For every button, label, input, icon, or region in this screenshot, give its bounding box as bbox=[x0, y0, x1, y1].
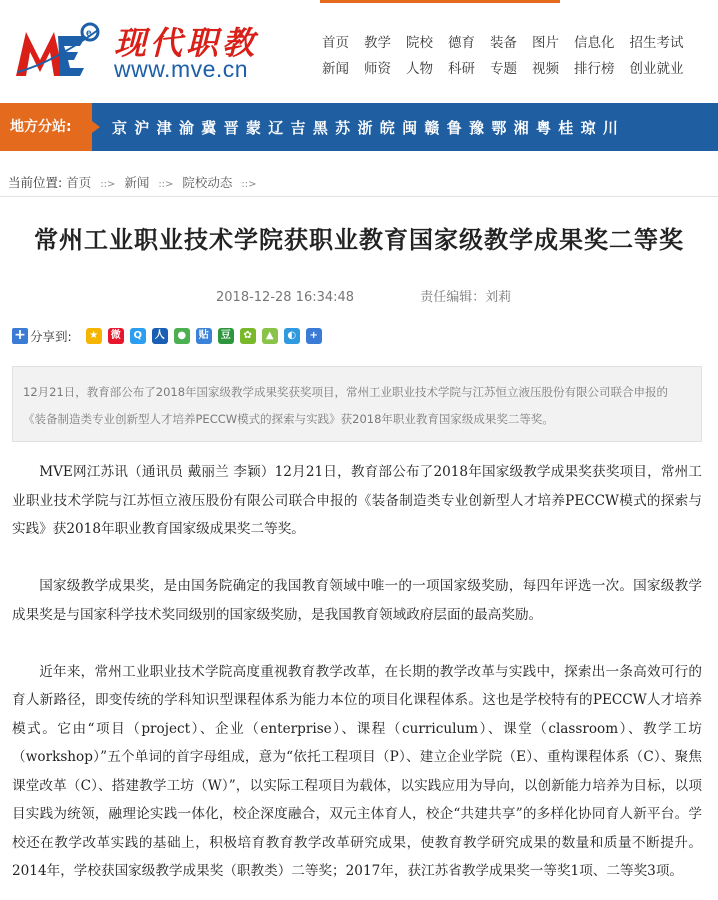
renren-icon[interactable]: 人 bbox=[152, 328, 168, 344]
region-province-link[interactable]: 晋 bbox=[223, 118, 239, 137]
article-paragraph: 国家级教学成果奖，是由国务院确定的我国教育领域中唯一的一项国家级奖励，每四年评选一次。国家级教学成果奖是与国家科学技术奖同级别的国家级奖励，是我国教育领域政府层面的最高奖励。 bbox=[12, 578, 702, 623]
top-accent-line bbox=[320, 0, 560, 3]
region-province-link[interactable]: 沪 bbox=[134, 118, 150, 137]
region-province-link[interactable]: 苏 bbox=[335, 118, 351, 137]
region-province-link[interactable]: 辽 bbox=[268, 118, 284, 137]
region-province-link[interactable]: 桂 bbox=[558, 118, 574, 137]
logo-chinese-text: 现代职教 bbox=[114, 24, 259, 62]
nav-item-home[interactable]: 首页 bbox=[322, 35, 349, 51]
article-title: 常州工业职业技术学院获职业教育国家级教学成果奖二等奖 bbox=[34, 225, 684, 254]
region-province-link[interactable]: 琼 bbox=[580, 118, 596, 137]
article-body bbox=[12, 458, 702, 900]
region-province-link[interactable]: 湘 bbox=[513, 118, 529, 137]
nav-row-2 bbox=[322, 56, 712, 82]
kaixin-icon[interactable]: ✿ bbox=[240, 328, 256, 344]
article-editor: 责任编辑：刘莉 bbox=[420, 290, 512, 305]
nav-item-rankings[interactable]: 排行榜 bbox=[574, 61, 615, 77]
region-province-link[interactable]: 津 bbox=[156, 118, 172, 137]
region-province-link[interactable]: 冀 bbox=[201, 118, 217, 137]
share-plus-icon[interactable]: + bbox=[12, 328, 28, 344]
site-logo[interactable] bbox=[14, 18, 304, 84]
breadcrumb-separator-icon: ::> bbox=[241, 179, 257, 190]
more-icon[interactable]: + bbox=[306, 328, 322, 344]
nav-item-informatization[interactable]: 信息化 bbox=[574, 35, 615, 51]
region-province-link[interactable]: 赣 bbox=[424, 118, 440, 137]
nav-row-1 bbox=[322, 30, 712, 56]
nav-item-equipment[interactable]: 装备 bbox=[490, 35, 517, 51]
share-icons bbox=[86, 328, 328, 344]
youdao-icon[interactable]: ◐ bbox=[284, 328, 300, 344]
region-province-link[interactable]: 豫 bbox=[469, 118, 485, 137]
region-province-link[interactable]: 京 bbox=[112, 118, 128, 137]
breadcrumb bbox=[8, 173, 262, 191]
wechat-icon[interactable]: ● bbox=[174, 328, 190, 344]
nav-item-images[interactable]: 图片 bbox=[532, 35, 559, 51]
region-province-link[interactable]: 吉 bbox=[290, 118, 306, 137]
breadcrumb-home[interactable]: 首页 bbox=[66, 175, 92, 190]
article-summary: 12月21日，教育部公布了2018年国家级教学成果奖获奖项目，常州工业职业技术学院与江苏恒立液压股份有限公司联合申报的《装备制造类专业创新型人才培养PECCW模式的探索与实践》获2018年职业教育国家级成果奖二等奖。 bbox=[12, 366, 702, 442]
region-province-link[interactable]: 黑 bbox=[312, 118, 328, 137]
douban-icon[interactable]: 豆 bbox=[218, 328, 234, 344]
logo-url-text: www.mve.cn bbox=[114, 56, 249, 82]
region-label: 地方分站: bbox=[0, 103, 92, 151]
nav-item-faculty[interactable]: 师资 bbox=[364, 61, 391, 77]
nav-item-research[interactable]: 科研 bbox=[448, 61, 475, 77]
article-paragraph: MVE网江苏讯（通讯员 戴丽兰 李颖）12月21日，教育部公布了2018年国家级教学成果奖获奖项目，常州工业职业技术学院与江苏恒立液压股份有限公司联合申报的《装备制造类专业创新型人才培养PECCW模式的探索与实践》获2018年职业教育国家级成果奖二等奖。 bbox=[12, 464, 702, 537]
qzone-icon[interactable]: ★ bbox=[86, 328, 102, 344]
nav-item-admissions[interactable]: 招生考试 bbox=[629, 35, 684, 51]
breadcrumb-separator-icon: ::> bbox=[100, 179, 116, 190]
nav-item-news[interactable]: 新闻 bbox=[322, 61, 349, 77]
nav-item-people[interactable]: 人物 bbox=[406, 61, 433, 77]
nav-item-moral-education[interactable]: 德育 bbox=[448, 35, 475, 51]
region-province-link[interactable]: 川 bbox=[602, 118, 618, 137]
breadcrumb-label: 当前位置: bbox=[8, 175, 63, 190]
tieba-icon[interactable]: 贴 bbox=[196, 328, 212, 344]
qq-icon[interactable]: Q bbox=[130, 328, 146, 344]
nav-item-topics[interactable]: 专题 bbox=[490, 61, 517, 77]
share-bar bbox=[12, 327, 328, 345]
nav-item-schools[interactable]: 院校 bbox=[406, 35, 433, 51]
nav-item-teaching[interactable]: 教学 bbox=[364, 35, 391, 51]
weibo-icon[interactable]: 微 bbox=[108, 328, 124, 344]
region-province-list bbox=[112, 117, 625, 138]
region-province-link[interactable]: 鄂 bbox=[491, 118, 507, 137]
region-province-link[interactable]: 鲁 bbox=[446, 118, 462, 137]
region-province-link[interactable]: 闽 bbox=[402, 118, 418, 137]
breadcrumb-news[interactable]: 新闻 bbox=[124, 175, 150, 190]
svg-text:e: e bbox=[86, 28, 92, 39]
main-nav bbox=[322, 30, 712, 82]
divider bbox=[0, 196, 718, 197]
region-province-link[interactable]: 渝 bbox=[178, 118, 194, 137]
mve-logo-icon bbox=[14, 22, 100, 78]
region-province-link[interactable]: 皖 bbox=[379, 118, 395, 137]
breadcrumb-school-news[interactable]: 院校动态 bbox=[182, 175, 233, 190]
breadcrumb-separator-icon: ::> bbox=[158, 179, 174, 190]
nav-item-video[interactable]: 视频 bbox=[532, 61, 559, 77]
region-bar bbox=[0, 103, 718, 151]
article-paragraph: 近年来，常州工业职业技术学院高度重视教育教学改革，在长期的教学改革与实践中，探索出一条高效可行的育人新路径，即变传统的学科知识型课程体系为能力本位的项目化课程体系。这也是学校特有的PECCW人才培养模式。它由“项目（project）、企业（enterprise）、课程（curriculum）、课堂（classroom）、教学工坊（workshop）”五个单词的首字母组成，意为“依托工程项目（P）、建立企业学院（E）、重构课程体系（C）、聚焦课堂改革（C）、搭建教学工坊（W）”，以实际工程项目为载体，以实践应用为导向，以创新能力培养为目标，以项目实践为统领，融理论实践一体化，校企深度融合，双元主体育人，校企“共建共享”的多样化协同育人新平台。学校还在教学改革实践的基础上，积极培育教育教学改革研究成果，使教育教学研究成果的数量和质量不断提升。2014年，学校获国家级教学成果奖（职教类）二等奖；2017年，获江苏省教学成果奖一等奖1项、二等奖3项。 bbox=[12, 663, 702, 879]
region-province-link[interactable]: 浙 bbox=[357, 118, 373, 137]
share-label: 分享到: bbox=[30, 329, 72, 344]
article-meta bbox=[216, 286, 511, 305]
nav-item-employment[interactable]: 创业就业 bbox=[629, 61, 684, 77]
region-province-link[interactable]: 蒙 bbox=[245, 118, 261, 137]
tuding-icon[interactable]: ▲ bbox=[262, 328, 278, 344]
article-datetime: 2018-12-28 16:34:48 bbox=[216, 290, 355, 305]
region-province-link[interactable]: 粤 bbox=[535, 118, 551, 137]
site-header bbox=[0, 0, 718, 100]
